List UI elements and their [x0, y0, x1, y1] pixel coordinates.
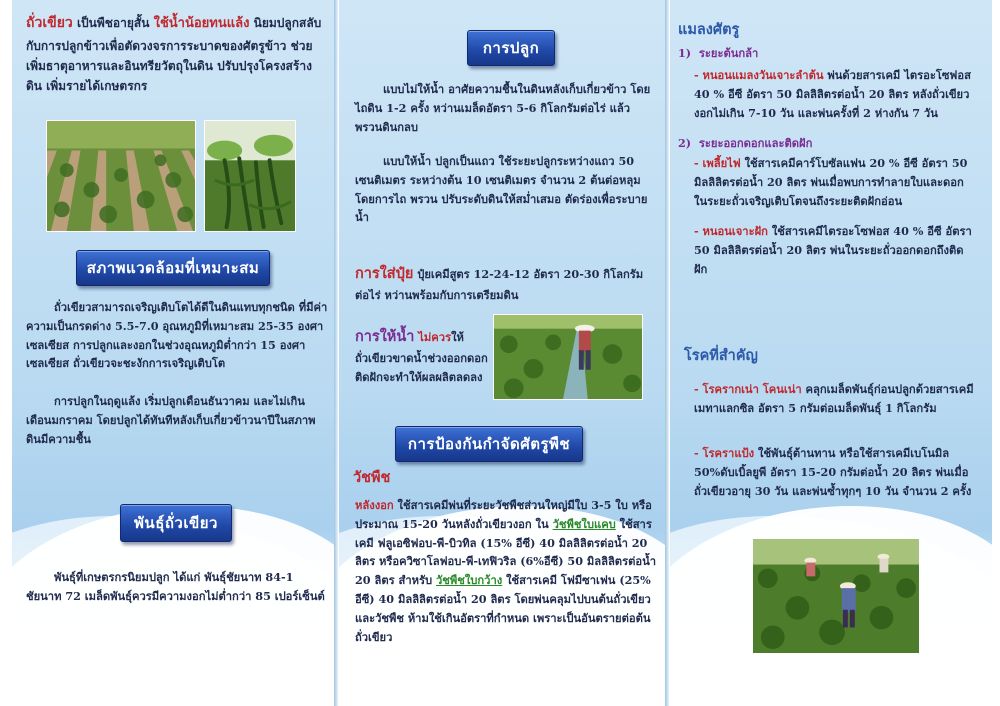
pod-borer-paragraph [694, 222, 976, 278]
environment-title: สภาพแวดล้อมที่เหมาะสม [86, 259, 260, 277]
fertilizer-text: ปุ๋ยเคมีสูตร 12-24-12 อัตรา 20-30 กิโลกรัมต่อไร่ หว่านพร้อมกับการเตรียมดิน [355, 267, 644, 303]
weeds-text-1: ใช้สารเคมีพ่นที่ระยะวัชพืชส่วนใหญ่มีใบ 3-5 ใบ หรือประมาณ 15-20 วันหลังถั่วเขียวงอก ใน [355, 498, 652, 531]
environment-banner [76, 250, 270, 286]
environment-para1: ถั่วเขียวสามารถเจริญเติบโตได้ดีในดินแทบทุกชนิด ที่มีค่าความเป็นกรดด่าง 5.5-7.0 อุณหภูมิที่เหมาะสม 25-35 องศาเซลเซียส การปลูกและงอกในช่วงอุณหภูมิต่ำกว่า 15 องศาเซลเซียส ถั่วเขียวจะชะงักการเจริญเติบโต [26, 300, 328, 371]
bean-pods-photo [204, 120, 296, 232]
panel-middle [339, 0, 665, 706]
pod-borer-text: ใช้สารเคมีไตรอะโซฟอส 40 % อีซี อัตรา 50 มิลลิลิตรต่อน้ำ 20 ลิตร พ่นในระยะถั่วออกดอกถึงติดฝัก [694, 224, 972, 276]
stage2-heading [678, 134, 978, 153]
weeds-paragraph [355, 496, 657, 647]
thrips-lead: - เพลี้ยไฟ [694, 156, 741, 170]
thrips-paragraph [694, 154, 976, 210]
narrow-leaf-weeds: วัชพืชใบแคบ [552, 516, 616, 531]
varieties-banner [120, 504, 232, 542]
thrips-text: ใช้สารเคมีคาร์โบซัลแฟน 20 % อีซี อัตรา 50 มิลลิลิตรต่อน้ำ 20 ลิตร พ่นเมื่อพบการทำลายใบและดอกในระยะถั่วเจริญเติบโตจนถึงระยะติดฝักอ่อน [694, 156, 968, 208]
root-rot-lead: - โรครากเน่า โคนเน่า [694, 382, 802, 396]
intro-part1: เป็นพืชอายุสั้น [72, 16, 154, 30]
root-rot-text: คลุกเมล็ดพันธุ์ก่อนปลูกด้วยสารเคมีเมทาแลกซิล อัตรา 5 กรัมต่อเมล็ดพันธุ์ 1 กิโลกรัม [694, 382, 974, 415]
watering-field-photo [493, 314, 643, 400]
insects-title: แมลงศัตรู [678, 21, 740, 38]
planting-banner [467, 30, 555, 66]
intro-highlight: ใช้น้ำน้อยทนแล้ง [153, 16, 250, 31]
watering-tail: ให้ [451, 330, 464, 344]
planting-para2: แบบให้น้ำ ปลูกเป็นแถว ใช้ระยะปลูกระหว่างแถว 50 เซนติเมตร ระหว่างต้น 10 เซนติเมตร จำนวน 2 ต้นต่อหลุม โดยการไถ พรวน ปรับระดับดินให้สม่ำเสมอ ตัดร่องเพื่อระบายน้ำ [355, 154, 648, 225]
panel-right [670, 0, 992, 706]
watering-text: ถั่วเขียวขาดน้ำช่วงออกดอก ติดฝักจะทำให้ผลผลิตลดลง [355, 351, 488, 385]
stage2-title: ระยะออกดอกและติดฝัก [698, 136, 813, 150]
weeds-heading: วัชพืช [353, 469, 391, 486]
stage1-number: 1) [678, 46, 692, 60]
intro-term: ถั่วเขียว [26, 15, 73, 31]
intro-paragraph [26, 12, 326, 96]
pest-control-banner [395, 426, 583, 462]
weeds-text-2: ใช้สารเคมี ฟลูเอซิฟอบ-พี-บิวทิล (15% อีซี) 40 มิลลิลิตรต่อน้ำ 20 ลิตร หรือควิซาโลฟอบ-พี-เทฟิวริล (6%อีซี) 50 มิลลิลิตรต่อน้ำ 20 ลิตร สำหรับ [355, 516, 656, 588]
weeds-text-3: ใช้สารเคมี โฟมีซาเฟน (25% อีซี) 40 มิลลิลิตรต่อน้ำ 20 ลิตร โดยพ่นคลุมไปบนต้นถั่วเขียวและวัชพืช ห้ามใช้เกินอัตราที่กำหนด เพราะเป็นอันตรายต่อต้นถั่วเขียว [355, 573, 651, 644]
environment-para2: การปลูกในฤดูแล้ง เริ่มปลูกเดือนธันวาคม และไม่เกินเดือนมกราคม โดยปลูกได้ทันทีหลังเก็บเกี่ยวข้าวนาปีในสภาพดินมีความชื้น [26, 394, 316, 446]
root-rot-paragraph [694, 380, 976, 418]
stage1-heading [678, 44, 978, 63]
stage1-text: พ่นด้วยสารเคมี ไตรอะโซฟอส 40 % อีซี อัตรา 50 มิลลิลิตรต่อน้ำ 20 ลิตร หลังถั่วเขียวงอกไม่เกิน 7-10 วัน และพ่นครั้งที่ 2 ห่างกัน 7 วัน [694, 68, 971, 120]
pest-control-title: การป้องกันกำจัดศัตรูพืช [407, 435, 571, 453]
fertilizer-label: การใส่ปุ๋ย [355, 265, 414, 282]
fertilizer-paragraph [355, 262, 657, 305]
panel-left [12, 0, 334, 706]
watering-warn: ไม่ควร [414, 330, 452, 344]
farmers-harvesting-photo [752, 538, 920, 654]
stage1-title: ระยะต้นกล้า [698, 46, 759, 60]
watering-label: การให้น้ำ [355, 328, 415, 345]
pod-borer-lead: - หนอนเจาะฝัก [694, 224, 768, 238]
planting-para1: แบบไม่ให้น้ำ อาศัยความชื้นในดินหลังเก็บเกี่ยวข้าว โดยไถดิน 1-2 ครั้ง หว่านเมล็ดอัตรา 5-6 กิโลกรัมต่อไร่ แล้วพรวนดินกลบ [355, 82, 651, 134]
stage1-paragraph [694, 66, 976, 122]
varieties-text: พันธุ์ที่เกษตรกรนิยมปลูก ได้แก่ พันธุ์ชัยนาท 84-1 ชัยนาท 72 เมล็ดพันธุ์ควรมีความงอกไม่ต่ำกว่า 85 เปอร์เซ็นต์ [26, 570, 325, 603]
powdery-mildew-paragraph [694, 444, 976, 500]
planting-title: การปลูก [482, 39, 540, 57]
stage2-number: 2) [678, 136, 692, 150]
powdery-mildew-lead: - โรคราแป้ง [694, 446, 755, 460]
diseases-title: โรคที่สำคัญ [684, 347, 758, 364]
powdery-mildew-text: ใช้พันธุ์ต้านทาน หรือใช้สารเคมีเบโนมิล 50%ดับเบิ้ลยูพี อัตรา 15-20 กรัมต่อน้ำ 20 ลิตร พ่นเมื่อถั่วเขียวอายุ 30 วัน และพ่นซ้ำทุกๆ 10 วัน จำนวน 2 ครั้ง [694, 446, 972, 498]
stage1-lead: - หนอนแมลงวันเจาะลำต้น [694, 68, 824, 82]
watering-paragraph [355, 325, 490, 387]
weeds-lead: หลังงอก [355, 498, 394, 512]
varieties-title: พันธุ์ถั่วเขียว [134, 514, 218, 532]
bean-field-photo [46, 120, 196, 232]
broad-leaf-weeds: วัชพืชใบกว้าง [435, 573, 503, 588]
intro-part2: นิยมปลูกสลับกับการปลูกข้าวเพื่อตัดวงจรการระบาดของศัตรูข้าว ช่วยเพิ่มธาตุอาหารและอินทรียวัตถุในดิน ปรับปรุงโครงสร้างดิน เพิ่มรายได้เกษตรกร [26, 16, 322, 93]
